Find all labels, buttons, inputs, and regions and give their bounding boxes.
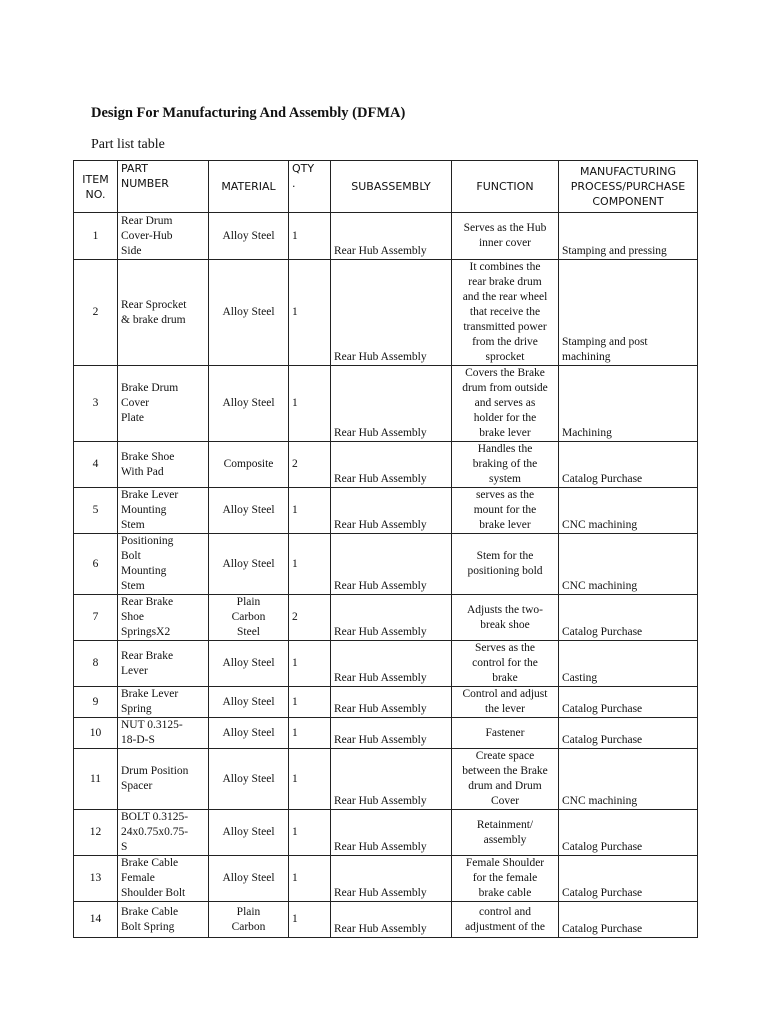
part-list-table — [73, 160, 698, 938]
part-number-cell: Rear Sprocket & brake drum — [118, 260, 209, 366]
material-cell: Alloy Steel — [209, 810, 289, 856]
function-cell: serves as the mount for the brake lever — [452, 488, 559, 534]
subassembly-cell: Rear Hub Assembly — [331, 488, 452, 534]
function-cell: Serves as the Hub inner cover — [452, 213, 559, 260]
material-cell: Alloy Steel — [209, 856, 289, 902]
process-cell: Machining — [559, 366, 698, 442]
table-row — [74, 260, 698, 366]
table-row — [74, 810, 698, 856]
qty-cell: 1 — [289, 810, 331, 856]
item-number-cell: 4 — [74, 442, 118, 488]
table-row — [74, 488, 698, 534]
subassembly-cell: Rear Hub Assembly — [331, 902, 452, 938]
part-number-cell: Brake Lever Spring — [118, 687, 209, 718]
item-number-cell: 13 — [74, 856, 118, 902]
process-cell: CNC machining — [559, 749, 698, 810]
function-cell: It combines the rear brake drum and the rear wheel that receive the transmitted power from the drive sprocket — [452, 260, 559, 366]
table-row — [74, 213, 698, 260]
process-cell: Catalog Purchase — [559, 718, 698, 749]
document-title: Design For Manufacturing And Assembly (DFMA) — [91, 105, 406, 121]
material-cell: Alloy Steel — [209, 641, 289, 687]
part-number-cell: NUT 0.3125- 18-D-S — [118, 718, 209, 749]
item-number-cell: 6 — [74, 534, 118, 595]
material-cell: Alloy Steel — [209, 366, 289, 442]
subassembly-cell: Rear Hub Assembly — [331, 442, 452, 488]
process-cell: Stamping and pressing — [559, 213, 698, 260]
material-cell: Alloy Steel — [209, 260, 289, 366]
table-row — [74, 749, 698, 810]
function-cell: Retainment/ assembly — [452, 810, 559, 856]
item-number-cell: 9 — [74, 687, 118, 718]
table-row — [74, 366, 698, 442]
part-number-cell: Rear Brake Lever — [118, 641, 209, 687]
item-number-cell: 14 — [74, 902, 118, 938]
table-header-row — [74, 161, 698, 213]
table-row — [74, 534, 698, 595]
function-cell: Covers the Brake drum from outside and serves as holder for the brake lever — [452, 366, 559, 442]
qty-cell: 1 — [289, 534, 331, 595]
function-cell: Create space between the Brake drum and Drum Cover — [452, 749, 559, 810]
part-number-cell: BOLT 0.3125- 24x0.75x0.75- S — [118, 810, 209, 856]
process-cell: Catalog Purchase — [559, 810, 698, 856]
item-number-cell: 8 — [74, 641, 118, 687]
qty-cell: 1 — [289, 902, 331, 938]
function-cell: Stem for the positioning bold — [452, 534, 559, 595]
subassembly-cell: Rear Hub Assembly — [331, 718, 452, 749]
process-cell: CNC machining — [559, 534, 698, 595]
item-number-cell: 1 — [74, 213, 118, 260]
header-item-no: ITEM NO. — [74, 161, 118, 213]
process-cell: Stamping and post machining — [559, 260, 698, 366]
subassembly-cell: Rear Hub Assembly — [331, 534, 452, 595]
qty-cell: 2 — [289, 595, 331, 641]
material-cell: Alloy Steel — [209, 687, 289, 718]
process-cell: Catalog Purchase — [559, 856, 698, 902]
process-cell: Catalog Purchase — [559, 902, 698, 938]
part-number-cell: Brake Cable Female Shoulder Bolt — [118, 856, 209, 902]
material-cell: Plain Carbon Steel — [209, 595, 289, 641]
process-cell: Catalog Purchase — [559, 595, 698, 641]
subassembly-cell: Rear Hub Assembly — [331, 641, 452, 687]
function-cell: Adjusts the two- break shoe — [452, 595, 559, 641]
part-number-cell: Rear Drum Cover-Hub Side — [118, 213, 209, 260]
header-material: MATERIAL — [209, 161, 289, 213]
item-number-cell: 3 — [74, 366, 118, 442]
function-cell: Handles the braking of the system — [452, 442, 559, 488]
subassembly-cell: Rear Hub Assembly — [331, 749, 452, 810]
subassembly-cell: Rear Hub Assembly — [331, 595, 452, 641]
material-cell: Alloy Steel — [209, 534, 289, 595]
function-cell: control and adjustment of the — [452, 902, 559, 938]
table-row — [74, 856, 698, 902]
part-number-cell: Brake Lever Mounting Stem — [118, 488, 209, 534]
material-cell: Plain Carbon — [209, 902, 289, 938]
qty-cell: 1 — [289, 687, 331, 718]
subassembly-cell: Rear Hub Assembly — [331, 260, 452, 366]
function-cell: Control and adjust the lever — [452, 687, 559, 718]
part-number-cell: Positioning Bolt Mounting Stem — [118, 534, 209, 595]
part-number-cell: Drum Position Spacer — [118, 749, 209, 810]
function-cell: Female Shoulder for the female brake cable — [452, 856, 559, 902]
qty-cell: 1 — [289, 488, 331, 534]
header-process: MANUFACTURING PROCESS/PURCHASE COMPONENT — [559, 161, 698, 213]
subassembly-cell: Rear Hub Assembly — [331, 810, 452, 856]
subassembly-cell: Rear Hub Assembly — [331, 366, 452, 442]
qty-cell: 2 — [289, 442, 331, 488]
material-cell: Alloy Steel — [209, 718, 289, 749]
part-number-cell: Rear Brake Shoe SpringsX2 — [118, 595, 209, 641]
header-subassembly: SUBASSEMBLY — [331, 161, 452, 213]
part-number-cell: Brake Shoe With Pad — [118, 442, 209, 488]
qty-cell: 1 — [289, 260, 331, 366]
material-cell: Alloy Steel — [209, 213, 289, 260]
process-cell: Catalog Purchase — [559, 687, 698, 718]
header-part-number: PART NUMBER — [118, 161, 209, 213]
table-row — [74, 718, 698, 749]
item-number-cell: 2 — [74, 260, 118, 366]
table-row — [74, 687, 698, 718]
table-row — [74, 902, 698, 938]
part-number-cell: Brake Drum Cover Plate — [118, 366, 209, 442]
qty-cell: 1 — [289, 213, 331, 260]
subassembly-cell: Rear Hub Assembly — [331, 213, 452, 260]
process-cell: CNC machining — [559, 488, 698, 534]
part-number-cell: Brake Cable Bolt Spring — [118, 902, 209, 938]
header-function: FUNCTION — [452, 161, 559, 213]
material-cell: Alloy Steel — [209, 488, 289, 534]
item-number-cell: 11 — [74, 749, 118, 810]
qty-cell: 1 — [289, 856, 331, 902]
item-number-cell: 5 — [74, 488, 118, 534]
qty-cell: 1 — [289, 718, 331, 749]
qty-cell: 1 — [289, 749, 331, 810]
table-caption: Part list table — [91, 137, 165, 152]
item-number-cell: 12 — [74, 810, 118, 856]
qty-cell: 1 — [289, 641, 331, 687]
function-cell: Serves as the control for the brake — [452, 641, 559, 687]
process-cell: Catalog Purchase — [559, 442, 698, 488]
qty-cell: 1 — [289, 366, 331, 442]
material-cell: Composite — [209, 442, 289, 488]
item-number-cell: 7 — [74, 595, 118, 641]
process-cell: Casting — [559, 641, 698, 687]
table-row — [74, 442, 698, 488]
table-row — [74, 641, 698, 687]
item-number-cell: 10 — [74, 718, 118, 749]
table-row — [74, 595, 698, 641]
function-cell: Fastener — [452, 718, 559, 749]
subassembly-cell: Rear Hub Assembly — [331, 856, 452, 902]
header-qty: QTY . — [289, 161, 331, 213]
subassembly-cell: Rear Hub Assembly — [331, 687, 452, 718]
material-cell: Alloy Steel — [209, 749, 289, 810]
